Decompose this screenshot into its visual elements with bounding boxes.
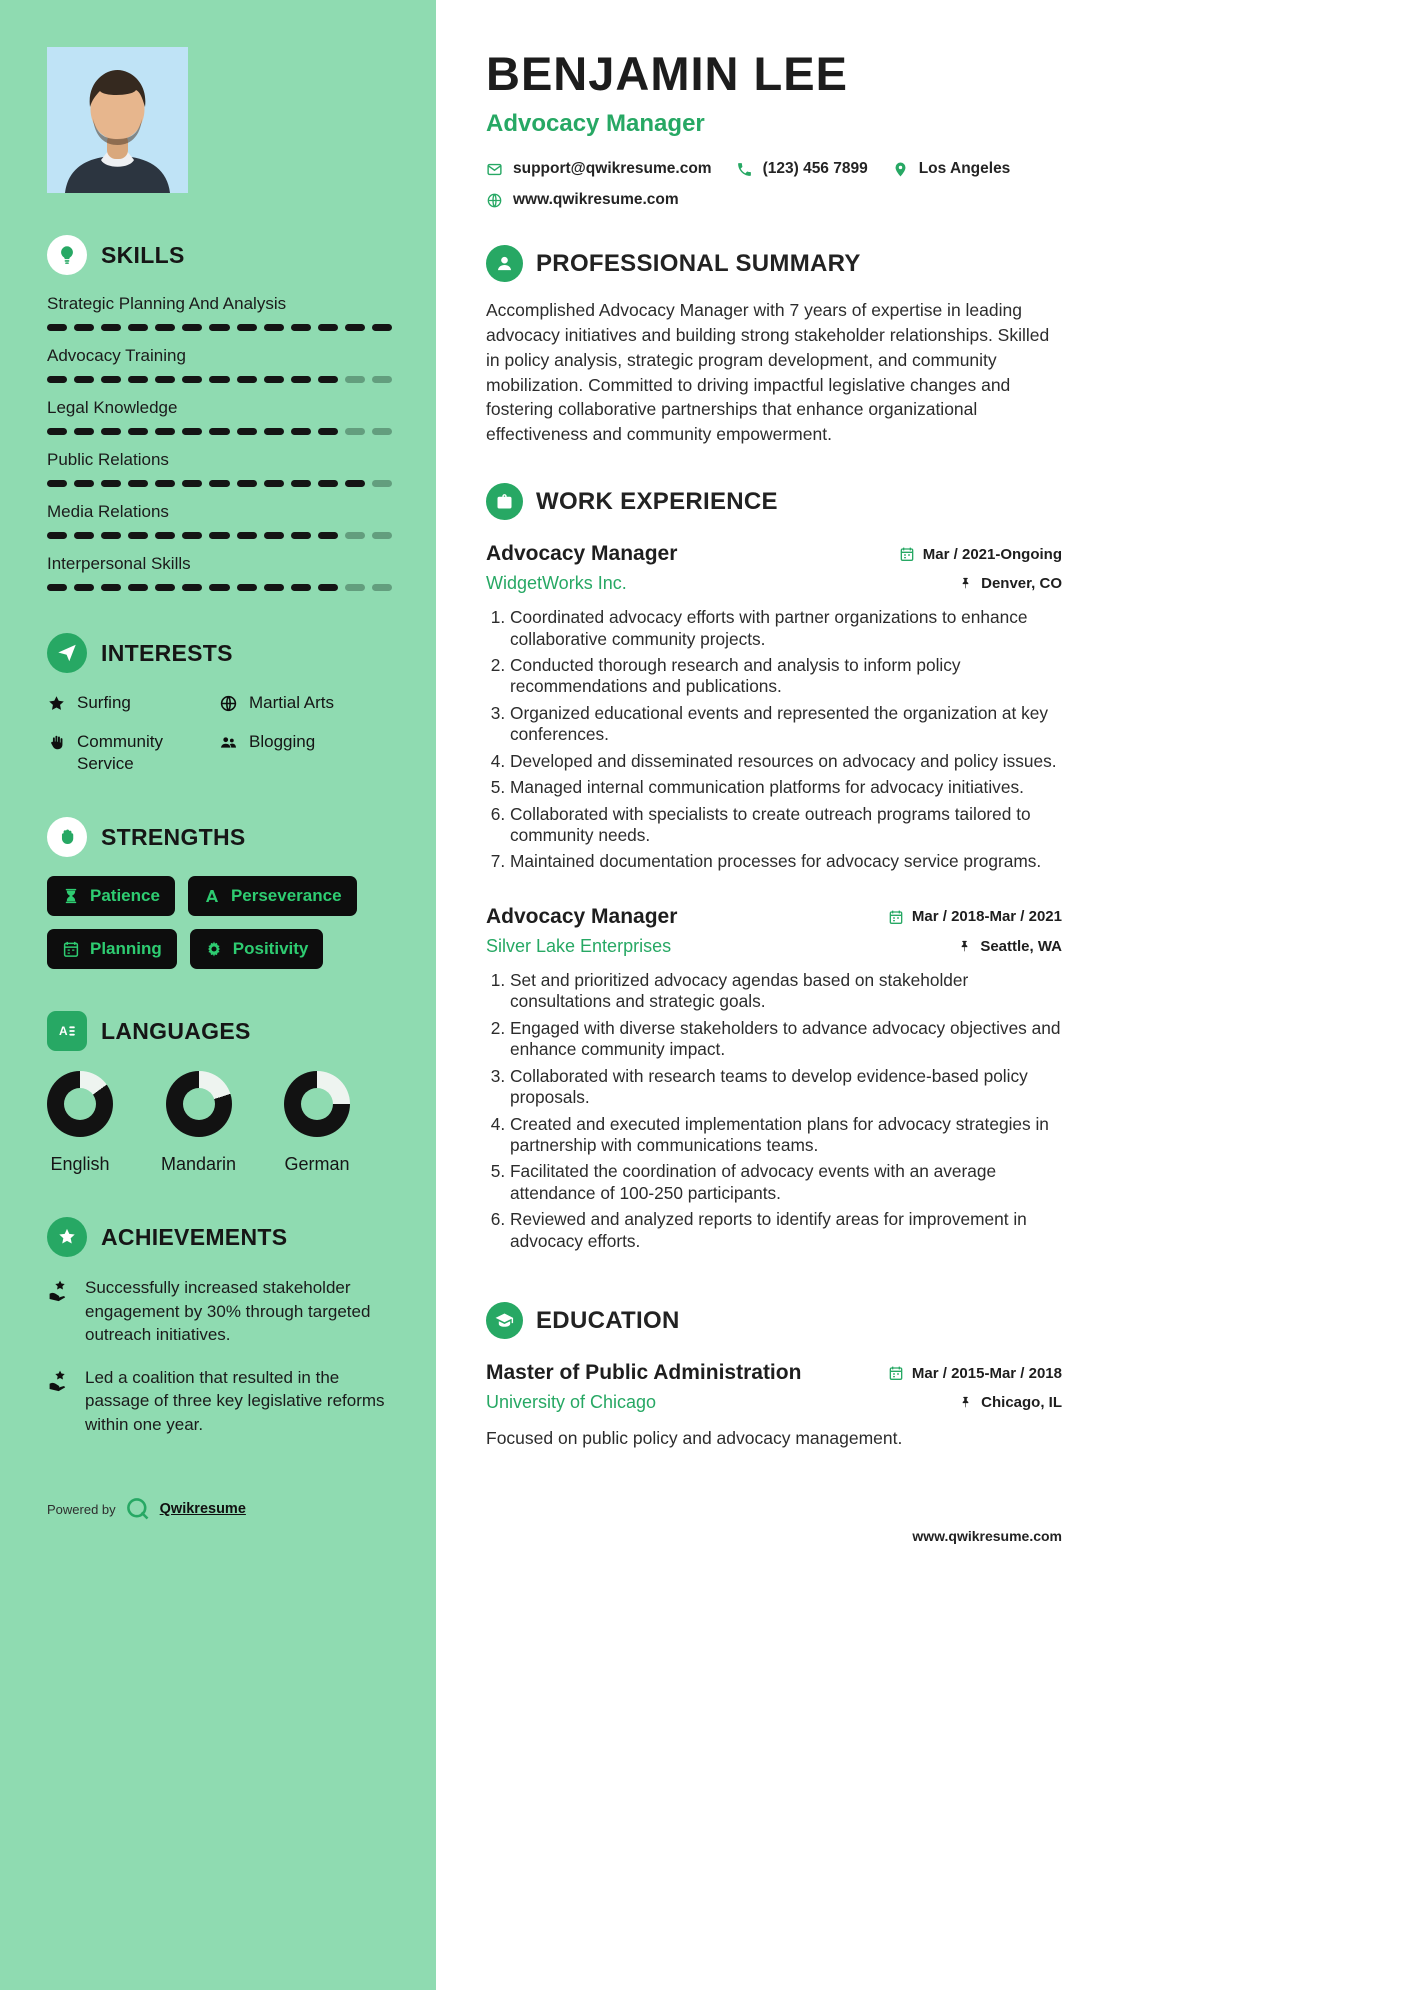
fist-icon bbox=[47, 817, 87, 857]
skill-dash bbox=[291, 324, 311, 331]
globe-icon bbox=[486, 192, 503, 209]
skill-dash bbox=[101, 324, 121, 331]
skill-level-bar bbox=[47, 376, 392, 383]
skill-item bbox=[47, 554, 392, 591]
strength-pill bbox=[188, 876, 357, 916]
skill-dash bbox=[372, 532, 392, 539]
job-subheader bbox=[486, 573, 1062, 594]
interests-list bbox=[47, 692, 392, 775]
strengths-header bbox=[47, 817, 392, 857]
job-dates bbox=[888, 908, 1062, 925]
language-label: German bbox=[284, 1154, 350, 1175]
skill-item bbox=[47, 346, 392, 383]
person-icon bbox=[486, 245, 523, 282]
phone-icon bbox=[736, 161, 753, 178]
language-item bbox=[284, 1071, 350, 1175]
skill-dash bbox=[155, 532, 175, 539]
skill-dash bbox=[318, 480, 338, 487]
skill-dash bbox=[209, 584, 229, 591]
job-bullet: 3. Collaborated with research teams to develop evidence-based policy proposals. bbox=[510, 1066, 1062, 1109]
interest-item bbox=[219, 731, 392, 775]
languages-section bbox=[47, 1011, 392, 1175]
briefcase-icon bbox=[486, 483, 523, 520]
translate-icon bbox=[47, 1011, 87, 1051]
job-bullets bbox=[486, 607, 1062, 873]
paper-plane-icon bbox=[47, 633, 87, 673]
skill-dash bbox=[291, 428, 311, 435]
skill-dash bbox=[47, 480, 67, 487]
strength-pill bbox=[47, 929, 177, 969]
skill-dash bbox=[264, 532, 284, 539]
skill-dash bbox=[128, 480, 148, 487]
interest-item bbox=[219, 692, 392, 714]
skill-dash bbox=[237, 584, 257, 591]
skill-label: Media Relations bbox=[47, 502, 169, 521]
skill-label: Strategic Planning And Analysis bbox=[47, 294, 287, 313]
summary-header bbox=[486, 245, 1062, 282]
skill-dash bbox=[128, 584, 148, 591]
profile-photo bbox=[47, 47, 188, 193]
education-entry bbox=[486, 1361, 1062, 1449]
letter-a-icon bbox=[203, 887, 221, 905]
education-note: Focused on public policy and advocacy management. bbox=[486, 1428, 903, 1449]
interests-heading: INTERESTS bbox=[101, 639, 233, 666]
contact-phone bbox=[736, 160, 868, 178]
skill-dash bbox=[237, 324, 257, 331]
skill-dash bbox=[372, 480, 392, 487]
skill-item bbox=[47, 398, 392, 435]
skill-dash bbox=[182, 428, 202, 435]
lightbulb-icon bbox=[47, 235, 87, 275]
job-bullet: 1. Coordinated advocacy efforts with partner organizations to enhance collaborative community projects. bbox=[510, 607, 1062, 650]
skill-dash bbox=[291, 480, 311, 487]
skill-dash bbox=[155, 480, 175, 487]
skill-dash bbox=[318, 532, 338, 539]
skill-dash bbox=[345, 532, 365, 539]
pushpin-icon bbox=[957, 939, 972, 954]
company-name: WidgetWorks Inc. bbox=[486, 573, 627, 594]
strength-label: Positivity bbox=[232, 939, 309, 959]
job-bullet: 2. Conducted thorough research and analysis to inform policy recommendations and publications. bbox=[510, 655, 1062, 698]
skill-dash bbox=[47, 324, 67, 331]
skill-dash bbox=[264, 428, 284, 435]
achievement-text: Successfully increased stakeholder engagement by 30% through targeted outreach initiatives. bbox=[85, 1278, 371, 1345]
education-entry-subheader bbox=[486, 1392, 1062, 1413]
skill-dash bbox=[47, 532, 67, 539]
education-location bbox=[958, 1394, 1062, 1411]
experience-section bbox=[486, 483, 1062, 1252]
skill-dash bbox=[74, 584, 94, 591]
skill-label: Advocacy Training bbox=[47, 346, 186, 365]
interests-header bbox=[47, 633, 392, 673]
skill-item bbox=[47, 294, 392, 331]
skill-item bbox=[47, 450, 392, 487]
strengths-section bbox=[47, 817, 392, 969]
skill-dash bbox=[209, 376, 229, 383]
education-heading: EDUCATION bbox=[536, 1306, 680, 1334]
language-donut bbox=[284, 1071, 350, 1137]
skill-dash bbox=[209, 480, 229, 487]
globe-icon bbox=[219, 694, 238, 713]
skill-level-bar bbox=[47, 324, 392, 331]
skill-dash bbox=[318, 376, 338, 383]
interest-item bbox=[47, 692, 219, 714]
job-bullet: 4. Created and executed implementation plans for advocacy strategies in partnership with communications teams. bbox=[510, 1114, 1062, 1157]
skills-header bbox=[47, 235, 392, 275]
skill-dash bbox=[237, 428, 257, 435]
strengths-heading: STRENGTHS bbox=[101, 823, 246, 850]
contact-email bbox=[486, 160, 712, 178]
language-item bbox=[47, 1071, 113, 1175]
skill-dash bbox=[101, 428, 121, 435]
envelope-icon bbox=[486, 161, 503, 178]
skill-dash bbox=[74, 428, 94, 435]
job-header bbox=[486, 542, 1062, 566]
job-location bbox=[957, 938, 1062, 955]
achievements-header bbox=[47, 1217, 392, 1257]
contact-website bbox=[486, 191, 679, 209]
achievements-heading: ACHIEVEMENTS bbox=[101, 1223, 288, 1250]
job-location bbox=[958, 575, 1062, 592]
summary-section bbox=[486, 245, 1062, 447]
interest-label: Blogging bbox=[249, 732, 316, 752]
job-bullet: 4. Developed and disseminated resources on advocacy and policy issues. bbox=[510, 751, 1062, 772]
interests-section bbox=[47, 633, 392, 775]
jobs-list bbox=[486, 542, 1062, 1252]
skill-dash bbox=[47, 376, 67, 383]
hand-star-icon bbox=[47, 1279, 72, 1304]
strength-label: Perseverance bbox=[230, 886, 342, 906]
skill-dash bbox=[264, 480, 284, 487]
education-dates-text: Mar / 2015-Mar / 2018 bbox=[911, 1364, 1062, 1382]
languages-header bbox=[47, 1011, 392, 1051]
skill-dash bbox=[209, 428, 229, 435]
language-label: Mandarin bbox=[161, 1154, 237, 1175]
strength-label: Planning bbox=[90, 939, 162, 959]
skill-dash bbox=[372, 428, 392, 435]
skill-dash bbox=[209, 532, 229, 539]
education-location-text: Chicago, IL bbox=[981, 1394, 1062, 1412]
interest-label: Martial Arts bbox=[249, 693, 335, 712]
skill-dash bbox=[264, 376, 284, 383]
qwikresume-logo-icon bbox=[125, 1496, 151, 1522]
skill-dash bbox=[128, 532, 148, 539]
skill-dash bbox=[264, 584, 284, 591]
skill-dash bbox=[128, 324, 148, 331]
achievement-item bbox=[47, 1366, 392, 1436]
job-bullet: 7. Maintained documentation processes for advocacy service programs. bbox=[510, 851, 1062, 872]
skill-dash bbox=[155, 376, 175, 383]
skill-dash bbox=[182, 324, 202, 331]
skill-dash bbox=[47, 428, 67, 435]
skill-dash bbox=[291, 532, 311, 539]
resume-main bbox=[436, 0, 1407, 1990]
skill-dash bbox=[155, 428, 175, 435]
skill-dash bbox=[318, 584, 338, 591]
education-entry-header bbox=[486, 1361, 1062, 1385]
skill-dash bbox=[291, 376, 311, 383]
job-title: Advocacy Manager bbox=[486, 904, 678, 928]
person-name: BENJAMIN LEE bbox=[486, 47, 848, 100]
summary-heading: PROFESSIONAL SUMMARY bbox=[536, 249, 861, 277]
skill-dash bbox=[345, 584, 365, 591]
skill-dash bbox=[345, 480, 365, 487]
job-header bbox=[486, 905, 1062, 929]
svg-text:A: A bbox=[59, 1024, 68, 1039]
job-bullet: 5. Managed internal communication platforms for advocacy initiatives. bbox=[510, 777, 1062, 798]
skill-dash bbox=[101, 376, 121, 383]
skill-dash bbox=[155, 324, 175, 331]
company-name: Silver Lake Enterprises bbox=[486, 935, 672, 956]
job-entry bbox=[486, 542, 1062, 873]
skill-dash bbox=[345, 428, 365, 435]
skill-level-bar bbox=[47, 532, 392, 539]
skill-dash bbox=[209, 324, 229, 331]
calendar-icon bbox=[62, 940, 80, 958]
skill-level-bar bbox=[47, 584, 392, 591]
job-bullet: 3. Organized educational events and represented the organization at key conferences. bbox=[510, 703, 1062, 746]
skill-dash bbox=[182, 584, 202, 591]
language-item bbox=[161, 1071, 236, 1175]
job-bullet: 6. Reviewed and analyzed reports to identify areas for improvement in advocacy efforts. bbox=[510, 1209, 1062, 1252]
skill-dash bbox=[47, 584, 67, 591]
phone-number: (123) 456 7899 bbox=[762, 160, 868, 177]
profile-photo-image bbox=[47, 47, 188, 193]
skill-dash bbox=[237, 532, 257, 539]
hand-star-icon bbox=[47, 1369, 72, 1394]
skill-dash bbox=[318, 324, 338, 331]
graduation-cap-icon bbox=[486, 1302, 523, 1339]
skill-dash bbox=[318, 428, 338, 435]
users-icon bbox=[219, 733, 238, 752]
summary-text: Accomplished Advocacy Manager with 7 years of expertise in leading advocacy initiatives and building strong stakeholder relationships. Skilled in policy analysis, strategic program development, and community mobilization. Committed to driving impactful legislative changes and fostering collaborative partnerships that enhance organizational effectiveness and community empowerment. bbox=[486, 300, 1050, 445]
achievement-text: Led a coalition that resulted in the passage of three key legislative reforms within one year. bbox=[85, 1367, 385, 1434]
achievement-item bbox=[47, 1276, 392, 1346]
skill-dash bbox=[101, 480, 121, 487]
interest-item bbox=[47, 731, 219, 775]
contact-location bbox=[892, 160, 1011, 178]
education-header bbox=[486, 1302, 1062, 1339]
location-pin-icon bbox=[892, 161, 909, 178]
skill-dash bbox=[74, 376, 94, 383]
skill-label: Interpersonal Skills bbox=[47, 554, 191, 573]
degree-title: Master of Public Administration bbox=[486, 1361, 802, 1385]
skill-dash bbox=[345, 376, 365, 383]
pushpin-icon bbox=[958, 1395, 973, 1410]
qwikresume-link[interactable]: Qwikresume bbox=[159, 1501, 246, 1517]
language-donut bbox=[166, 1071, 232, 1137]
job-dates-text: Mar / 2021-Ongoing bbox=[922, 545, 1062, 563]
skill-dash bbox=[74, 324, 94, 331]
gear-icon bbox=[205, 940, 223, 958]
location-text: Los Angeles bbox=[918, 160, 1011, 177]
person-title: Advocacy Manager bbox=[486, 110, 705, 137]
skill-dash bbox=[128, 428, 148, 435]
language-label: English bbox=[50, 1154, 110, 1175]
skill-dash bbox=[372, 584, 392, 591]
skills-heading: SKILLS bbox=[101, 241, 185, 268]
email-link[interactable]: support@qwikresume.com bbox=[513, 160, 712, 177]
powered-by-label: Powered by bbox=[47, 1501, 116, 1517]
skill-level-bar bbox=[47, 428, 392, 435]
skill-dash bbox=[372, 376, 392, 383]
job-bullet: 5. Facilitated the coordination of advocacy events with an average attendance of 100-250 participants. bbox=[510, 1161, 1062, 1204]
education-dates bbox=[888, 1365, 1062, 1382]
achievements-section bbox=[47, 1217, 392, 1436]
job-title: Advocacy Manager bbox=[486, 542, 678, 566]
interest-label: Community Service bbox=[77, 732, 163, 774]
skill-dash bbox=[101, 532, 121, 539]
skill-dash bbox=[264, 324, 284, 331]
job-dates-text: Mar / 2018-Mar / 2021 bbox=[911, 908, 1062, 926]
skill-dash bbox=[345, 324, 365, 331]
job-dates bbox=[899, 546, 1062, 563]
languages-heading: LANGUAGES bbox=[101, 1017, 251, 1044]
skills-list bbox=[47, 294, 392, 591]
skill-dash bbox=[155, 584, 175, 591]
calendar-icon bbox=[888, 1365, 904, 1381]
skill-dash bbox=[291, 584, 311, 591]
contact-row-website bbox=[486, 191, 1062, 209]
hourglass-icon bbox=[62, 887, 80, 905]
skill-item bbox=[47, 502, 392, 539]
skill-dash bbox=[74, 532, 94, 539]
calendar-icon bbox=[899, 546, 915, 562]
strength-label: Patience bbox=[90, 886, 160, 906]
star-icon bbox=[47, 694, 66, 713]
job-bullet: 6. Collaborated with specialists to create outreach programs tailored to community needs. bbox=[510, 804, 1062, 847]
job-bullet: 2. Engaged with diverse stakeholders to advance advocacy objectives and enhance community impact. bbox=[510, 1018, 1062, 1061]
skill-label: Public Relations bbox=[47, 450, 169, 469]
hand-icon bbox=[47, 733, 66, 752]
star-badge-icon bbox=[47, 1217, 87, 1257]
skill-dash bbox=[182, 480, 202, 487]
experience-heading: WORK EXPERIENCE bbox=[536, 487, 778, 515]
job-bullets bbox=[486, 970, 1062, 1252]
powered-by bbox=[47, 1496, 246, 1522]
skill-dash bbox=[74, 480, 94, 487]
job-bullet: 1. Set and prioritized advocacy agendas based on stakeholder consultations and strategic goals. bbox=[510, 970, 1062, 1013]
contact-row bbox=[486, 160, 1062, 178]
skill-dash bbox=[237, 376, 257, 383]
website-link[interactable]: www.qwikresume.com bbox=[513, 191, 679, 208]
skills-section bbox=[47, 235, 392, 591]
language-donut bbox=[47, 1071, 113, 1137]
school-name: University of Chicago bbox=[486, 1392, 657, 1413]
strengths-list bbox=[47, 876, 392, 969]
experience-header bbox=[486, 483, 1062, 520]
skill-dash bbox=[182, 532, 202, 539]
strength-pill bbox=[47, 876, 175, 916]
job-location-text: Denver, CO bbox=[981, 575, 1062, 593]
job-entry bbox=[486, 905, 1062, 1252]
skill-dash bbox=[101, 584, 121, 591]
pushpin-icon bbox=[958, 576, 973, 591]
skill-level-bar bbox=[47, 480, 392, 487]
strength-pill bbox=[190, 929, 324, 969]
skill-dash bbox=[128, 376, 148, 383]
job-location-text: Seattle, WA bbox=[980, 937, 1062, 955]
languages-list bbox=[47, 1071, 392, 1175]
education-section bbox=[486, 1302, 1062, 1449]
sidebar bbox=[0, 0, 436, 1990]
skill-dash bbox=[182, 376, 202, 383]
skill-dash bbox=[372, 324, 392, 331]
skill-dash bbox=[237, 480, 257, 487]
job-subheader bbox=[486, 936, 1062, 957]
achievements-list bbox=[47, 1276, 392, 1436]
interest-label: Surfing bbox=[77, 693, 131, 712]
calendar-icon bbox=[888, 909, 904, 925]
skill-label: Legal Knowledge bbox=[47, 398, 178, 417]
footer-website[interactable]: www.qwikresume.com bbox=[912, 1528, 1062, 1544]
